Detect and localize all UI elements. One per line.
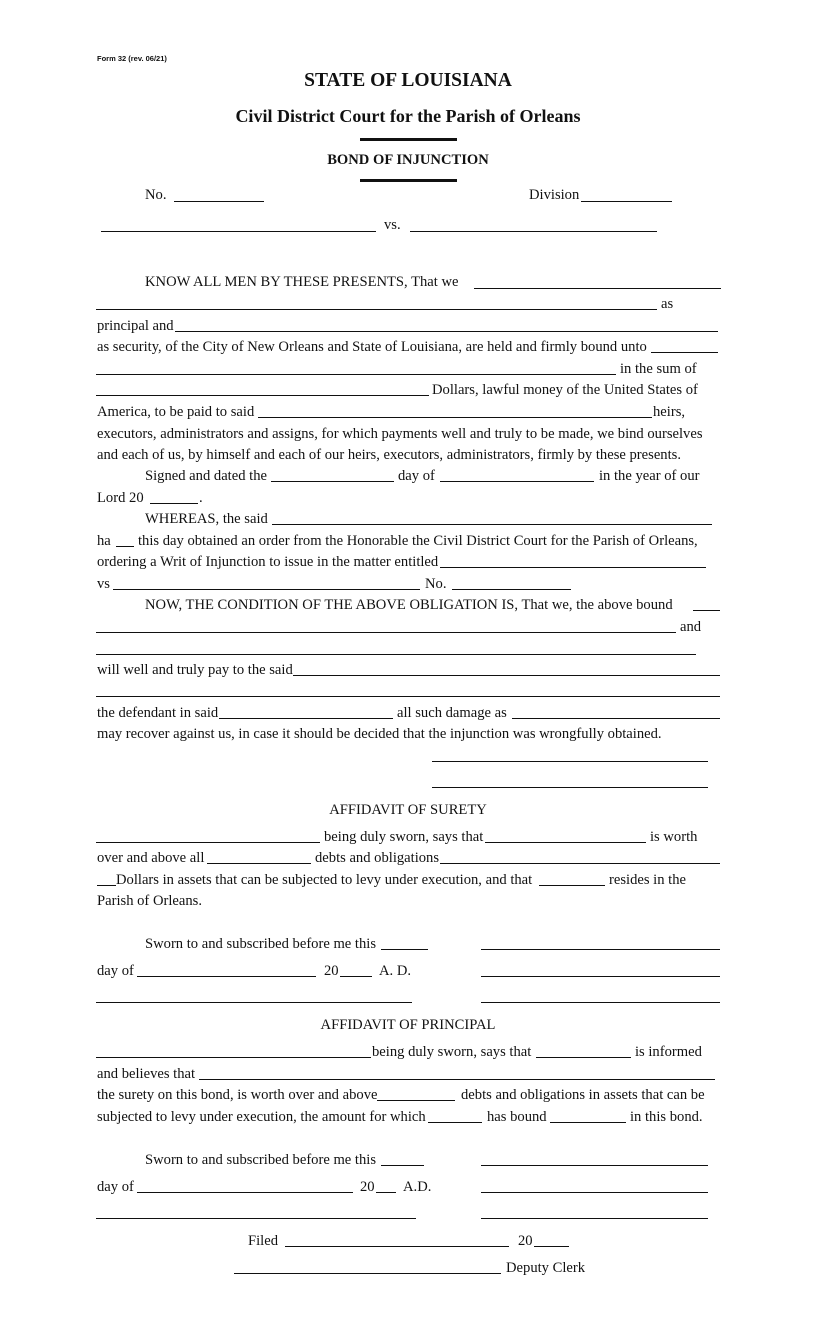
dollars-text: Dollars, lawful money of the United States of: [432, 382, 698, 398]
order-text: this day obtained an order from the Honorable the Civil District Court for the Parish of Orleans,: [138, 533, 698, 549]
condition-text: NOW, THE CONDITION OF THE ABOVE OBLIGATION IS, That we, the above bound: [145, 597, 673, 613]
principal-and-label: principal and: [97, 318, 174, 334]
damage-party-field[interactable]: [512, 718, 720, 719]
bound-party-field-4[interactable]: [550, 1122, 626, 1123]
filed-date-field[interactable]: [285, 1246, 509, 1247]
and-label: and: [680, 619, 702, 635]
bound-party-field-2[interactable]: [96, 632, 676, 633]
ha-suffix-field[interactable]: [116, 546, 134, 547]
principal-year-field[interactable]: [376, 1192, 396, 1193]
division-field[interactable]: [581, 201, 672, 202]
deputy-clerk-label: Deputy Clerk: [506, 1260, 586, 1276]
form-id: Form 32 (rev. 06/21): [97, 54, 167, 63]
signed-month-field[interactable]: [440, 481, 594, 482]
title-rule-top: [360, 138, 457, 141]
plaintiff-field[interactable]: [101, 231, 376, 232]
surety-signature-field-3[interactable]: [481, 1002, 720, 1003]
pay-text: will well and truly pay to the said: [97, 662, 293, 678]
principal-sworn-label: being duly sworn, says that: [372, 1044, 532, 1060]
principal-affidavit-title: AFFIDAVIT OF PRINCIPAL: [320, 1017, 496, 1033]
surety-worth-text: the surety on this bond, is worth over and above: [97, 1087, 378, 1103]
affiant-surety-field[interactable]: [96, 842, 320, 843]
versus-label: vs.: [384, 217, 401, 233]
obligee-field-2[interactable]: [96, 374, 616, 375]
parish-text: Parish of Orleans.: [97, 893, 202, 909]
division-label: Division: [529, 187, 580, 203]
lord-label: Lord 20: [97, 490, 144, 506]
surety-day-of-label: day of: [97, 963, 134, 979]
principal-signature-line[interactable]: [432, 761, 708, 762]
case-number-label: No.: [145, 187, 167, 203]
over-above-label: over and above all: [97, 850, 205, 866]
damage-label: all such damage as: [397, 705, 507, 721]
affiant-principal-field[interactable]: [96, 1057, 371, 1058]
principal-signature-field[interactable]: [481, 1165, 708, 1166]
principal-sworn-day-field[interactable]: [381, 1165, 424, 1166]
principal-name-field-2[interactable]: [96, 309, 657, 310]
principal-debts-text: debts and obligations in assets that can be: [461, 1087, 705, 1103]
worth-label: is worth: [650, 829, 698, 845]
assets-text: Dollars in assets that can be subjected to levy under execution, and that: [116, 872, 533, 888]
case-number-field[interactable]: [174, 201, 264, 202]
bound-party-field[interactable]: [693, 610, 720, 611]
filed-year-field[interactable]: [534, 1246, 569, 1247]
debts-label: debts and obligations: [315, 850, 440, 866]
principal-party-field[interactable]: [536, 1057, 631, 1058]
principal-ad-label: A.D.: [403, 1179, 432, 1195]
matter-number-field[interactable]: [452, 589, 571, 590]
court-title: Civil District Court for the Parish of Orleans: [235, 106, 581, 126]
ha-label: ha: [97, 533, 111, 549]
surety-year-prefix: 20: [324, 963, 339, 979]
pay-to-field[interactable]: [293, 675, 720, 676]
surety-sworn-before: Sworn to and subscribed before me this: [145, 936, 377, 952]
surety-month-field[interactable]: [137, 976, 316, 977]
surety-amount-field[interactable]: [440, 863, 720, 864]
bound-amount-field[interactable]: [428, 1122, 482, 1123]
principal-debts-field[interactable]: [377, 1100, 455, 1101]
informed-label: is informed: [635, 1044, 702, 1060]
principal-month-field[interactable]: [137, 1192, 353, 1193]
in-bond-label: in this bond.: [630, 1109, 703, 1125]
surety-signature-field-2[interactable]: [481, 976, 720, 977]
filed-year-prefix: 20: [518, 1233, 533, 1249]
defendant-label: the defendant in said: [97, 705, 219, 721]
defendant-field[interactable]: [410, 231, 657, 232]
bound-party-field-3[interactable]: [96, 654, 696, 655]
believes-label: and believes that: [97, 1066, 196, 1082]
heirs-label: heirs,: [653, 404, 686, 420]
as-label: as: [661, 296, 674, 312]
document-title: BOND OF INJUNCTION: [327, 152, 489, 168]
deputy-clerk-signature[interactable]: [234, 1273, 501, 1274]
filed-label: Filed: [248, 1233, 278, 1249]
state-title: STATE OF LOUISIANA: [304, 70, 512, 91]
principal-year-prefix: 20: [360, 1179, 375, 1195]
signed-label: Signed and dated the: [145, 468, 267, 484]
america-text: America, to be paid to said: [97, 404, 255, 420]
payee-field[interactable]: [258, 417, 652, 418]
sum-label: in the sum of: [620, 361, 697, 377]
surety-resident-field[interactable]: [539, 885, 605, 886]
executors-text: executors, administrators and assigns, for which payments well and truly to be made, we bind ourselves: [97, 426, 703, 442]
period: .: [199, 490, 203, 506]
whereas-label: WHEREAS, the said: [145, 511, 268, 527]
principal-name-field[interactable]: [474, 288, 721, 289]
pay-to-field-2[interactable]: [96, 696, 720, 697]
signed-day-field[interactable]: [271, 481, 394, 482]
bond-intro-text: KNOW ALL MEN BY THESE PRESENTS, That we: [145, 274, 459, 290]
subjected-text: subjected to levy under execution, the amount for which: [97, 1109, 426, 1125]
surety-affidavit-title: AFFIDAVIT OF SURETY: [329, 802, 487, 818]
surety-signature-field[interactable]: [481, 949, 720, 950]
recover-text: may recover against us, in case it should be decided that the injunction was wrongfully obtained.: [97, 726, 662, 742]
amount-words-field[interactable]: [96, 395, 429, 396]
surety-sworn-day-field[interactable]: [381, 949, 428, 950]
vs-label: vs: [97, 576, 110, 592]
surety-sworn-label: being duly sworn, says that: [324, 829, 484, 845]
signed-year-field[interactable]: [150, 503, 198, 504]
surety-debts-field[interactable]: [207, 863, 311, 864]
surety-year-field[interactable]: [340, 976, 372, 977]
principal-day-of-label: day of: [97, 1179, 134, 1195]
heirs-text: and each of us, by himself and each of our heirs, executors, administrators, firmly by these presents.: [97, 447, 681, 463]
believes-field[interactable]: [199, 1079, 715, 1080]
day-of-label: day of: [398, 468, 435, 484]
principal-sworn-before: Sworn to and subscribed before me this: [145, 1152, 377, 1168]
obligee-field[interactable]: [651, 352, 718, 353]
title-rule-bottom: [360, 179, 457, 182]
surety-name-field[interactable]: [175, 331, 718, 332]
principal-signature-field-3[interactable]: [481, 1218, 708, 1219]
resides-label: resides in the: [609, 872, 687, 888]
surety-party-field[interactable]: [485, 842, 646, 843]
matter-plaintiff-field[interactable]: [440, 567, 706, 568]
surety-notary-field[interactable]: [96, 1002, 412, 1003]
matter-no-label: No.: [425, 576, 447, 592]
writ-text: ordering a Writ of Injunction to issue in the matter entitled: [97, 554, 439, 570]
year-label: in the year of our: [599, 468, 700, 484]
matter-defendant-field[interactable]: [113, 589, 420, 590]
defendant-suit-field[interactable]: [219, 718, 393, 719]
surety-ad-label: A. D.: [379, 963, 412, 979]
has-bound-label: has bound: [487, 1109, 547, 1125]
principal-signature-field-2[interactable]: [481, 1192, 708, 1193]
surety-amount-field-2[interactable]: [97, 885, 116, 886]
principal-notary-field[interactable]: [96, 1218, 416, 1219]
surety-signature-line[interactable]: [432, 787, 708, 788]
security-text: as security, of the City of New Orleans and State of Louisiana, are held and firmly bound unto: [97, 339, 647, 355]
whereas-party-field[interactable]: [272, 524, 712, 525]
